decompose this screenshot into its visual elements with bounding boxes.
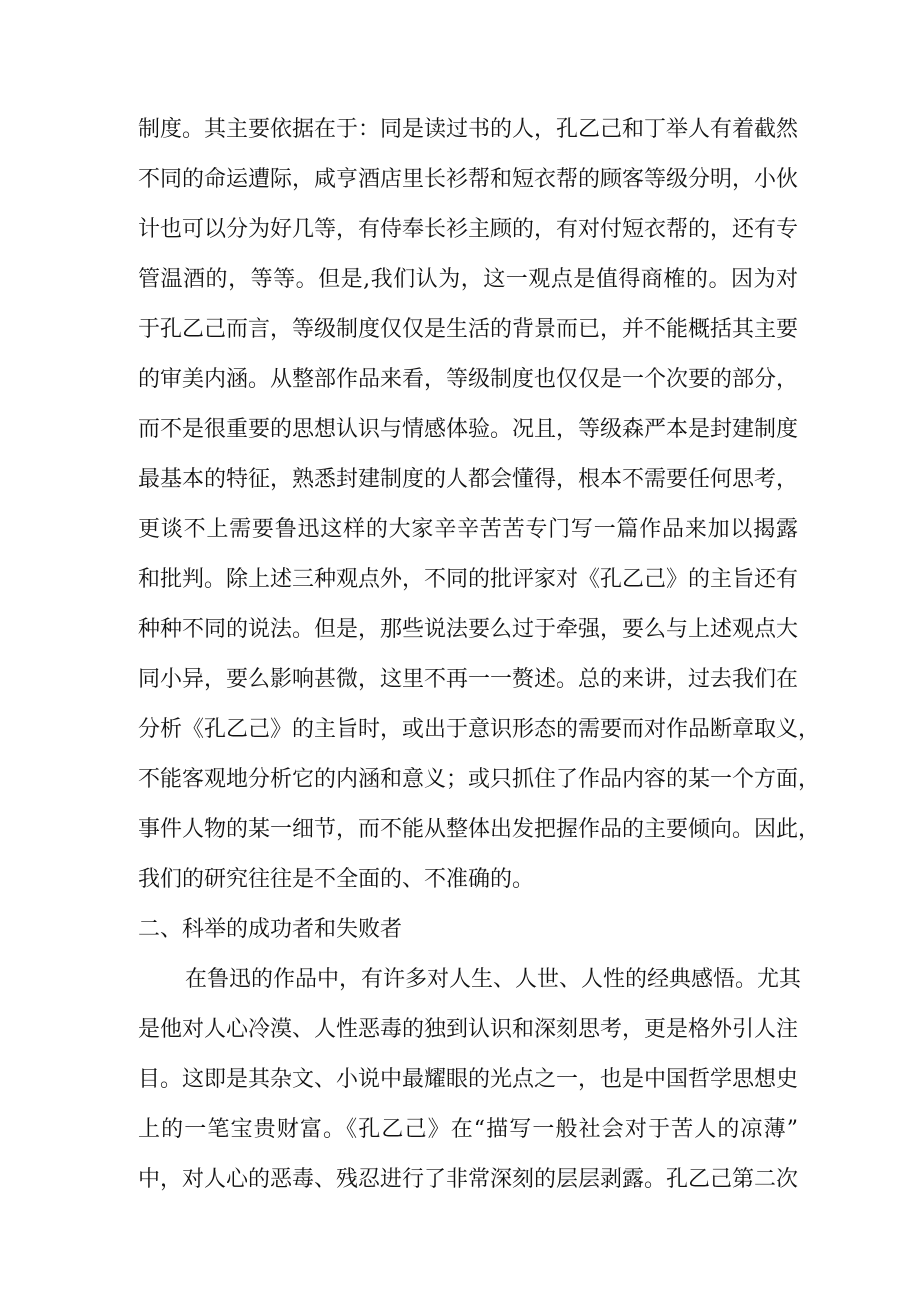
section-heading: 二、科举的成功者和失败者 — [138, 917, 403, 942]
text-line: 目。这即是其杂文、小说中最耀眼的光点之一，也是中国哲学思想史 — [138, 1067, 799, 1092]
text-line: 更谈不上需要鲁迅这样的大家辛辛苦苦专门写一篇作品来加以揭露 — [138, 517, 798, 542]
text-line: 我们的研究往往是不全面的、不准确的。 — [138, 867, 535, 892]
text-line: 是他对人心冷漠、人性恶毒的独到认识和深刻思考，更是格外引人注 — [138, 1017, 799, 1042]
text-line: 分析《孔乙己》的主旨时，或出于意识形态的需要而对作品断章取义， — [138, 717, 821, 742]
text-line: 管温酒的，等等。但是,我们认为，这一观点是值得商榷的。因为对 — [138, 267, 798, 292]
text-line: 上的一笔宝贵财富。《孔乙己》在“描写一般社会对于苦人的凉薄” — [138, 1117, 798, 1142]
text-line: 而不是很重要的思想认识与情感体验。况且，等级森严本是封建制度 — [138, 417, 799, 442]
text-line: 事件人物的某一细节，而不能从整体出发把握作品的主要倾向。因此， — [138, 817, 821, 842]
text-line: 和批判。除上述三种观点外，不同的批评家对《孔乙己》的主旨还有 — [138, 567, 799, 592]
text-line: 种种不同的说法。但是，那些说法要么过于牵强，要么与上述观点大 — [138, 617, 799, 642]
text-line: 计也可以分为好几等，有侍奉长衫主顾的，有对付短衣帮的，还有专 — [138, 217, 799, 242]
text-line: 同小异，要么影响甚微，这里不再一一赘述。总的来讲，过去我们在 — [138, 667, 799, 692]
text-line: 于孔乙己而言，等级制度仅仅是生活的背景而已，并不能概括其主要 — [138, 317, 799, 342]
text-line: 不能客观地分析它的内涵和意义；或只抓住了作品内容的某一个方面， — [138, 767, 821, 792]
text-line: 的审美内涵。从整部作品来看，等级制度也仅仅是一个次要的部分， — [138, 367, 799, 392]
text-line: 中，对人心的恶毒、残忍进行了非常深刻的层层剥露。孔乙己第二次 — [138, 1167, 799, 1192]
text-line: 最基本的特征，熟悉封建制度的人都会懂得，根本不需要任何思考， — [138, 467, 799, 492]
text-line: 不同的命运遭际，咸亨酒店里长衫帮和短衣帮的顾客等级分明，小伙 — [138, 167, 799, 192]
text-line: 在鲁迅的作品中，有许多对人生、人世、人性的经典感悟。尤其 — [185, 967, 802, 992]
text-line: 制度。其主要依据在于：同是读过书的人，孔乙己和丁举人有着截然 — [138, 117, 799, 142]
